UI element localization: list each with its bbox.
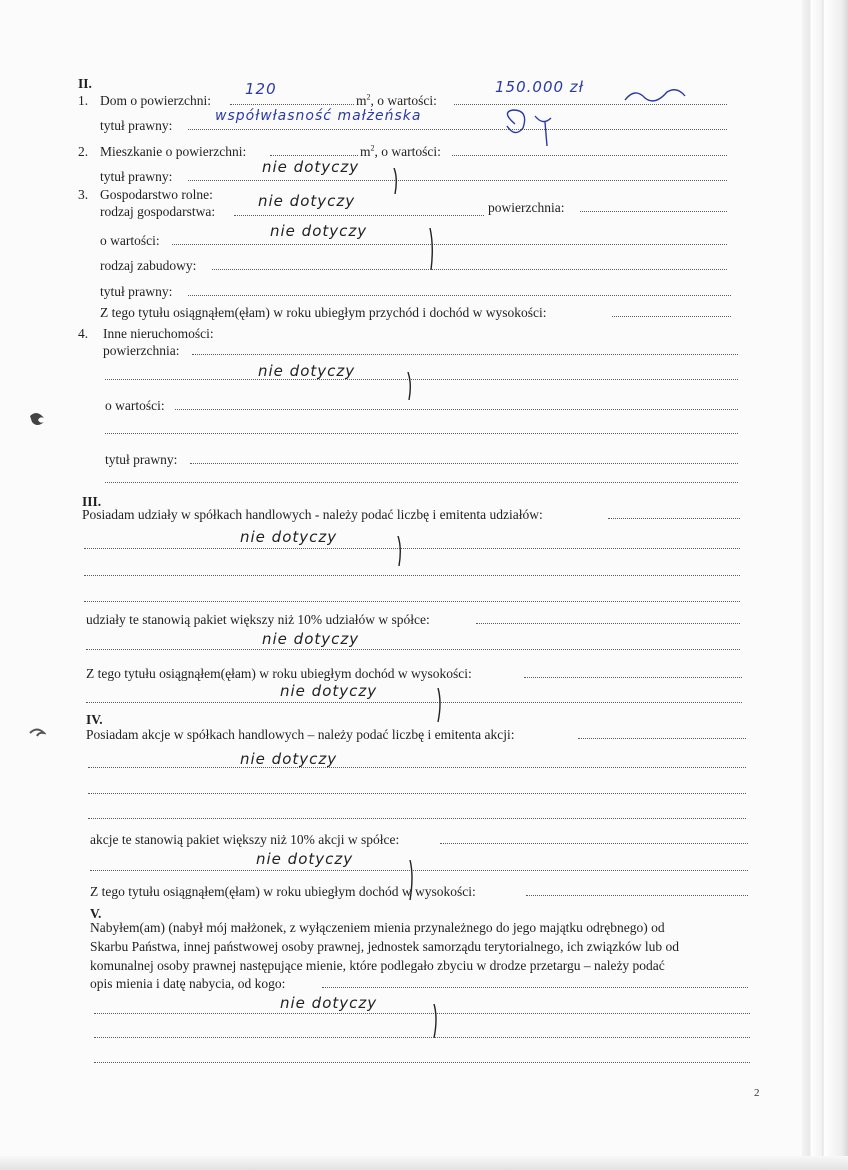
dotted-line (86, 702, 742, 703)
dotted-line (524, 677, 742, 678)
handwritten-note: nie dotyczy (240, 528, 338, 546)
pen-stroke (432, 688, 446, 722)
handwritten-area: 120 (245, 80, 277, 98)
pen-stroke (390, 168, 402, 194)
dotted-line (84, 548, 740, 549)
handwritten-note: nie dotyczy (240, 750, 338, 768)
unit-label: $m^2$, o wartości: (360, 143, 441, 159)
field-label: Z tego tytułu osiągnąłem(ęłam) w roku ubiegłym przychód i dochód w wysokości: (100, 305, 547, 320)
dotted-line (270, 155, 358, 156)
dotted-line (188, 180, 727, 181)
dotted-line (452, 155, 727, 156)
section-heading: III. (82, 494, 102, 509)
field-label: powierzchnia: (103, 343, 180, 358)
handwritten-note: nie dotyczy (258, 362, 356, 380)
field-label: powierzchnia: (488, 200, 565, 215)
dotted-line (608, 518, 740, 519)
unit-label: $m^2$, o wartości: (356, 92, 437, 108)
signature-mark (495, 82, 695, 150)
field-label: Gospodarstwo rolne: (100, 187, 213, 202)
dotted-line (88, 793, 746, 794)
dotted-line (84, 601, 740, 602)
dotted-line (230, 104, 354, 105)
dotted-line (578, 738, 746, 739)
dotted-line (188, 295, 731, 296)
dotted-line (192, 354, 738, 355)
paragraph-line: komunalnej osoby prawnej następujące mienie, które podlegało zbyciu w drodze przetargu – należy podać (90, 958, 665, 973)
dotted-line (526, 895, 748, 896)
dotted-line (580, 211, 727, 212)
item-number: 4. (78, 326, 89, 341)
field-label: Mieszkanie o powierzchni: (100, 144, 247, 159)
field-label: tytuł prawny: (100, 169, 173, 184)
dotted-line (94, 1037, 750, 1038)
dotted-line (476, 623, 740, 624)
field-label: Dom o powierzchni: (100, 93, 211, 108)
field-label: o wartości: (105, 398, 165, 413)
handwritten-title: współwłasność małżeńska (215, 108, 422, 124)
section-heading: IV. (86, 712, 103, 727)
dotted-line (322, 987, 748, 988)
handwritten-note: nie dotyczy (258, 192, 356, 210)
paragraph-line: Nabyłem(am) (nabył mój małżonek, z wyłączeniem mienia przynależnego do jego majątku odrębnego) od (90, 920, 665, 935)
dotted-line (88, 767, 746, 768)
field-label: o wartości: (100, 233, 160, 248)
handwritten-value: 150.000 zł (495, 78, 584, 96)
pen-stroke (428, 1004, 442, 1038)
binder-hole-icon (28, 410, 46, 428)
binder-hole-icon (28, 726, 46, 744)
field-label: Z tego tytułu osiągnąłem(ęłam) w roku ubiegłym dochód w wysokości: (86, 666, 472, 681)
dotted-line (94, 1013, 750, 1014)
dotted-line (94, 1062, 750, 1063)
field-label: Posiadam akcje w spółkach handlowych – należy podać liczbę i emitenta akcji: (86, 727, 515, 742)
dotted-line (105, 482, 738, 483)
item-number: 3. (78, 187, 89, 202)
item-number: 1. (78, 93, 89, 108)
dotted-line (172, 244, 727, 245)
pen-stroke (402, 372, 416, 400)
field-label: rodzaj zabudowy: (100, 258, 197, 273)
dotted-line (88, 818, 746, 819)
field-label: akcje te stanowią pakiet większy niż 10% akcji w spółce: (90, 832, 400, 847)
pen-stroke (392, 536, 406, 566)
paragraph-line: opis mienia i datę nabycia, od kogo: (90, 976, 286, 991)
dotted-line (86, 649, 740, 650)
paragraph-line: Skarbu Państwa, innej państwowej osoby prawnej, jednostek samorządu terytorialnego, ich związków lub od (90, 939, 679, 954)
dotted-line (190, 463, 738, 464)
handwritten-note: nie dotyczy (262, 630, 360, 648)
handwritten-note: nie dotyczy (280, 994, 378, 1012)
dotted-line (105, 379, 738, 380)
dotted-line (90, 870, 748, 871)
dotted-line (612, 316, 731, 317)
field-label: Posiadam udziały w spółkach handlowych - należy podać liczbę i emitenta udziałów: (82, 507, 543, 522)
handwritten-note: nie dotyczy (280, 682, 378, 700)
pen-stroke (424, 228, 438, 270)
handwritten-note: nie dotyczy (262, 158, 360, 176)
field-label: udziały te stanowią pakiet większy niż 10% udziałów w spółce: (86, 612, 430, 627)
dotted-line (175, 409, 738, 410)
handwritten-note: nie dotyczy (270, 222, 368, 240)
field-label: rodzaj gospodarstwa: (100, 204, 216, 219)
page-stack-edge (802, 0, 848, 1170)
dotted-line (212, 269, 727, 270)
field-label: Z tego tytułu osiągnąłem(ęłam) w roku ubiegłym dochód w wysokości: (90, 884, 476, 899)
field-label: tytuł prawny: (105, 452, 178, 467)
section-heading: II. (78, 76, 92, 91)
field-label: tytuł prawny: (100, 118, 173, 133)
dotted-line (234, 215, 484, 216)
handwritten-note: nie dotyczy (256, 850, 354, 868)
section-heading: V. (90, 906, 102, 921)
item-number: 2. (78, 144, 89, 159)
field-label: Inne nieruchomości: (103, 326, 214, 341)
page-number: 2 (754, 1087, 760, 1099)
page-bottom-edge (0, 1156, 848, 1170)
dotted-line (84, 575, 740, 576)
dotted-line (440, 843, 748, 844)
field-label: tytuł prawny: (100, 284, 173, 299)
dotted-line (105, 433, 738, 434)
